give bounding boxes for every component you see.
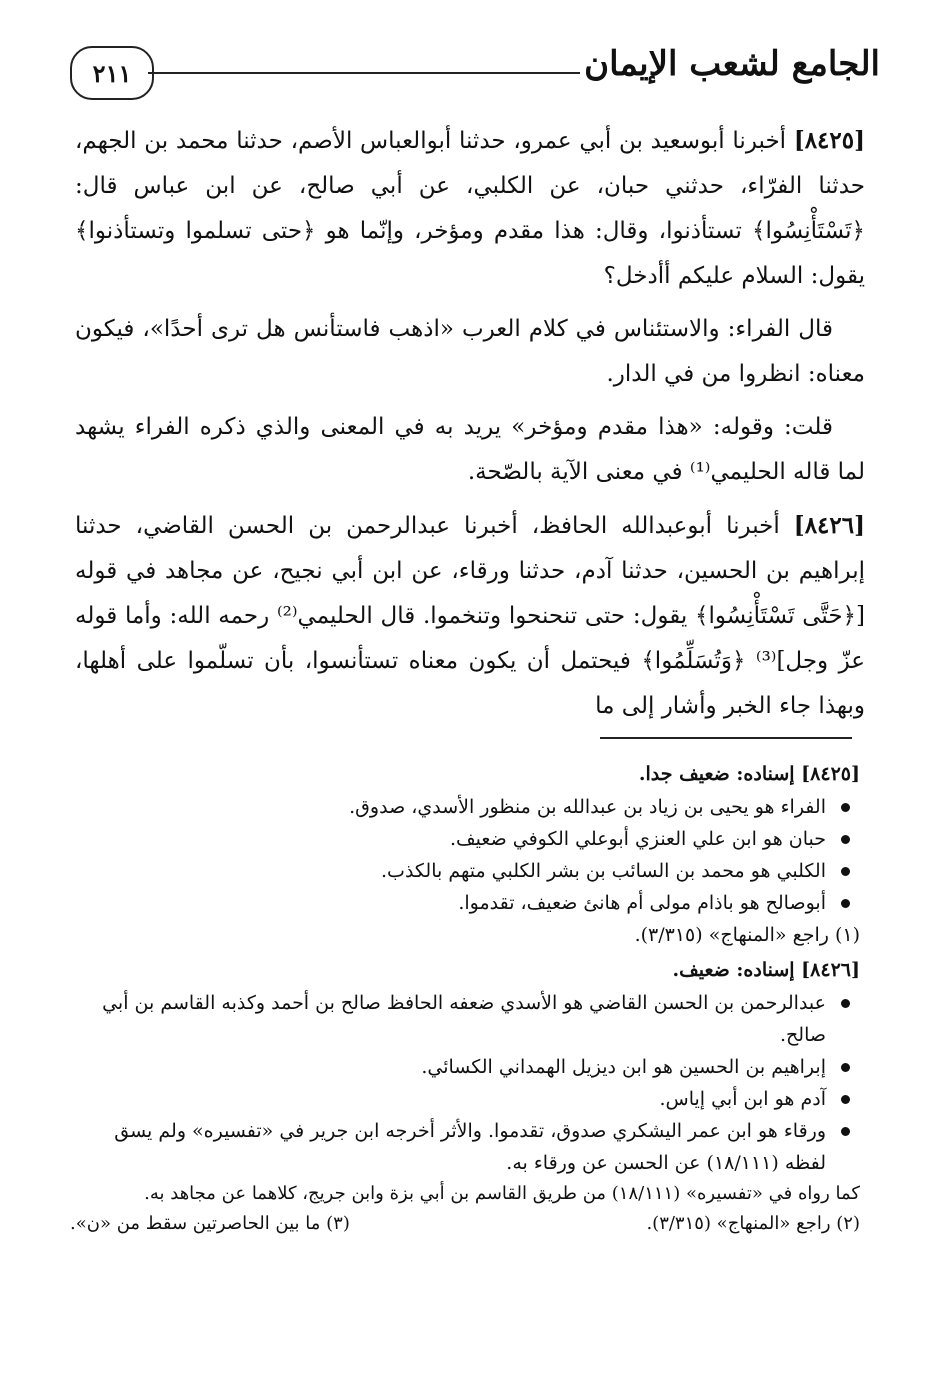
running-title: الجامع لشعب الإيمان [584,44,880,84]
list-item: الكلبي هو محمد بن السائب بن بشر الكلبي متهم بالكذب. [70,855,860,887]
footnote-separator [600,737,852,739]
hadith-number: [٨٤٢٥] [793,127,866,154]
author-commentary: قلت: وقوله: «هذا مقدم ومؤخر» يريد به في المعنى والذي ذكره الفراء يشهد لما قاله الحليمي⁽¹⁾ في معنى الآية بالصّحة. [75,414,865,485]
header-rule [148,72,580,74]
list-item: ورقاء هو ابن عمر اليشكري صدوق، تقدموا. والأثر أخرجه ابن جرير في «تفسيره» ولم يسق لفظه (١٨/١١١) عن الحسن عن ورقاء به. [70,1115,860,1179]
note-8425-list [70,791,860,919]
hadith-text: أخبرنا أبوسعيد بن أبي عمرو، حدثنا أبوالعباس الأصم، حدثنا محمد بن الجهم، حدثنا الفرّاء، حدثني حبان، عن الكلبي، عن أبي صالح، عن ابن عباس قال: ﴿تَسْتَأْنِسُوا﴾ تستأذنوا، وقال: هذا مقدم ومؤخر، وإنّما هو ﴿حتى تسلموا وتستأذنوا﴾ يقول: السلام عليكم أأدخل؟ [75,128,865,289]
note-8425-heading: [٨٤٢٥] إسناده: ضعيف جدا. [638,763,860,785]
hadith-text: أخبرنا أبوعبدالله الحافظ، أخبرنا عبدالرحمن بن الحسن القاضي، حدثنا إبراهيم بن الحسين، حدثنا آدم، حدثنا ورقاء، عن ابن أبي نجيح، عن مجاهد في قوله [﴿حَتَّى تَسْتَأْنِسُوا﴾ يقول: حتى تنحنحوا وتنخموا. قال الحليمي⁽²⁾ رحمه الله: وأما قوله عزّ وجل]⁽³⁾ ﴿وَتُسَلِّمُوا﴾ فيحتمل أن يكون معناه تستأنسوا، بأن تسلّموا على أهلها، وبهذا جاء الخبر وأشار إلى ما [75,513,866,719]
footnotes-2-3 [70,1209,860,1239]
note-8426-list [70,987,860,1179]
list-item: آدم هو ابن أبي إياس. [70,1083,860,1115]
note-8426-heading: [٨٤٢٦] إسناده: ضعيف. [672,959,860,981]
footnote-1: (١) راجع «المنهاج» (٣/٣١٥). [634,924,860,946]
list-item: إبراهيم بن الحسين هو ابن ديزيل الهمداني الكسائي. [70,1051,860,1083]
page-header [70,38,880,108]
hadith-8426 [75,503,865,729]
tafsir-note: كما رواه في «تفسيره» (١٨/١١١) من طريق القاسم بن أبي بزة وابن جريج، كلاهما عن مجاهد به. [144,1183,860,1204]
list-item: حبان هو ابن علي العنزي أبوعلي الكوفي ضعيف. [70,823,860,855]
list-item: أبوصالح هو باذام مولى أم هانئ ضعيف، تقدموا. [70,887,860,919]
list-item: الفراء هو يحيى بن زياد بن عبدالله بن منظور الأسدي، صدوق. [70,791,860,823]
main-text [75,118,865,737]
footnote-3: (٣) ما بين الحاصرتين سقط من «ن». [70,1213,350,1234]
footnote-2: (٢) راجع «المنهاج» (٣/٣١٥). [646,1213,860,1234]
page-number: ٢١١ [70,46,154,100]
hadith-8425 [75,118,865,299]
list-item: عبدالرحمن بن الحسن القاضي هو الأسدي ضعفه الحافظ صالح بن أحمد وكذبه القاسم بن أبي صالح. [70,987,860,1051]
footnotes [70,755,860,1239]
hadith-number: [٨٤٢٦] [793,512,865,539]
farra-commentary: قال الفراء: والاستئناس في كلام العرب «اذهب فاستأنس هل ترى أحدًا»، فيكون معناه: انظروا من في الدار. [75,316,865,387]
